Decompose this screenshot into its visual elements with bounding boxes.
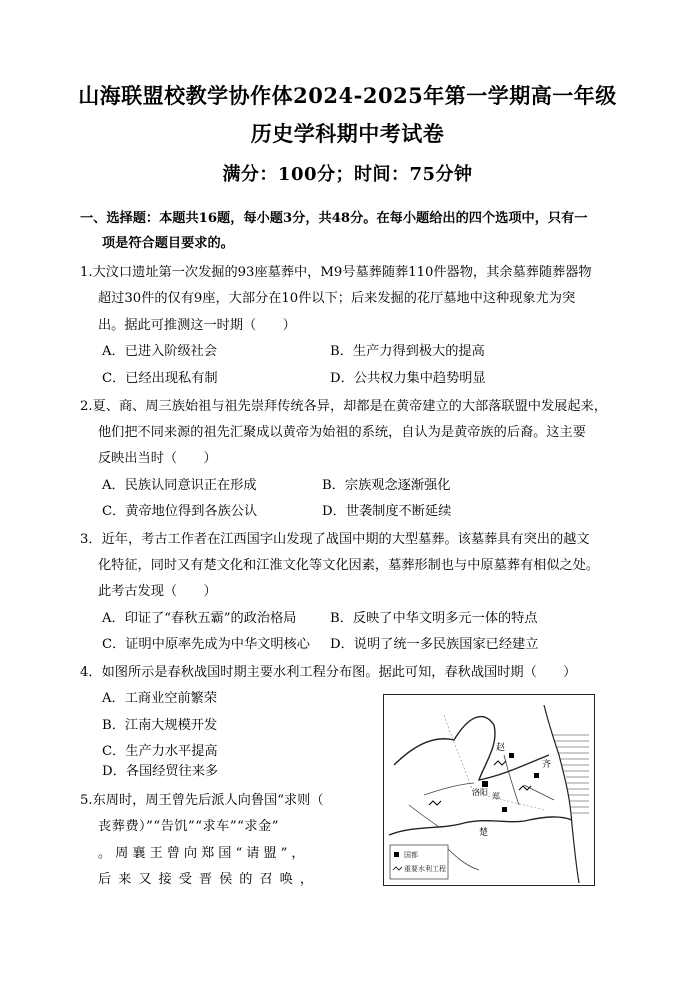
question-4-option-c: C．生产力水平提高 — [102, 744, 218, 759]
map-label-qi: 齐 — [542, 760, 552, 770]
question-5-line-4: 后来又接受晋侯的召唤， — [98, 872, 321, 887]
map-drawing — [384, 695, 594, 885]
question-1-option-b: B．生产力得到极大的提高 — [330, 344, 485, 359]
question-2-line-3: 反映出当时（ ） — [98, 451, 217, 466]
irrigation-markers — [429, 761, 531, 805]
section-instruction: 一、选择题：本题共16题，每小题3分，共48分。在每小题给出的四个选项中，只有一 — [80, 211, 588, 226]
question-3-option-a: A．印证了“春秋五霸”的政治格局 — [102, 611, 297, 626]
map-legend-box — [390, 845, 448, 879]
map-label-zhao: 赵 — [496, 743, 506, 753]
question-3-option-c: C．证明中原率先成为中华文明核心 — [102, 637, 310, 652]
question-4-option-d: D．各国经贸往来多 — [102, 764, 219, 779]
section-instruction-cont: 项是符合题目要求的。 — [102, 236, 234, 251]
question-1-line-2: 超过30件的仅有9座，大部分在10件以下；后来发掘的花厅墓地中这种现象尤为突 — [98, 291, 576, 306]
question-3-line-3: 此考古发现（ ） — [98, 584, 217, 599]
yellow-river — [394, 717, 552, 780]
question-5-line-3: 。周襄王曾向郑国“请盟”， — [98, 846, 309, 861]
question-5-line-2: 丧葬费）”“告饥”“求车”“求金” — [98, 819, 279, 834]
question-2-option-d: D．世袭制度不断延续 — [322, 504, 452, 519]
capital-markers — [482, 753, 539, 812]
question-1-option-c: C．已经出现私有制 — [102, 371, 218, 386]
question-2-option-b: B．宗族观念逐渐强化 — [322, 478, 451, 493]
question-1-option-d: D．公共权力集中趋势明显 — [330, 371, 486, 386]
score-time-info: 满分：100分；时间：75分钟 — [222, 164, 473, 185]
question-1-option-a: A．已进入阶级社会 — [102, 344, 218, 359]
coastline — [544, 705, 579, 883]
exam-title: 山海联盟校教学协作体2024-2025年第一学期高一年级 — [78, 83, 617, 108]
legend-capital-symbol — [394, 852, 399, 857]
question-2-option-a: A．民族认同意识正在形成 — [102, 478, 257, 493]
legend-irrigation-label: 重要水利工程 — [404, 865, 446, 873]
sea-hatching — [552, 735, 589, 813]
question-3-option-b: B．反映了中华文明多元一体的特点 — [330, 611, 538, 626]
question-3-line-1: 3．近年，考古工作者在江西国字山发现了战国中期的大型墓葬。该墓葬具有突出的越文 — [80, 532, 590, 547]
map-label-chu: 楚 — [479, 828, 489, 838]
question-4-line-1: 4．如图所示是春秋战国时期主要水利工程分布图。据此可知，春秋战国时期（ ） — [80, 665, 577, 680]
question-2-option-c: C．黄帝地位得到各族公认 — [102, 504, 258, 519]
map-label-zheng: 郑 — [492, 792, 500, 801]
irrigation-works-map — [383, 694, 595, 886]
question-2-line-2: 他们把不同来源的祖先汇聚成以黄帝为始祖的系统，自认为是黄帝族的后裔。这主要 — [98, 425, 586, 440]
question-2-line-1: 2.夏、商、周三族始祖与祖先崇拜传统各异，却都是在黄帝建立的大部落联盟中发展起来， — [80, 399, 607, 414]
exam-subtitle: 历史学科期中考试卷 — [250, 121, 445, 146]
question-4-option-a: A．工商业空前繁荣 — [102, 691, 218, 706]
question-3-option-d: D．说明了统一多民族国家已经建立 — [330, 637, 539, 652]
question-1-line-3: 出。据此可推测这一时期（ ） — [98, 318, 296, 333]
map-label-luoyang: 洛阳 — [472, 788, 488, 797]
legend-capital-label: 国都 — [404, 851, 418, 859]
question-1-line-1: 1.大汶口遗址第一次发掘的93座墓葬中，M9号墓葬随葬110件器物，其余墓葬随葬器物 — [80, 265, 592, 280]
question-3-line-2: 化特征，同时又有楚文化和江淮文化等文化因素，墓葬形制也与中原墓葬有相似之处。 — [98, 558, 600, 573]
question-5-line-1: 5.东周时，周王曾先后派人向鲁国“求则（ — [80, 793, 324, 808]
question-4-option-b: B．江南大规模开发 — [102, 718, 218, 733]
